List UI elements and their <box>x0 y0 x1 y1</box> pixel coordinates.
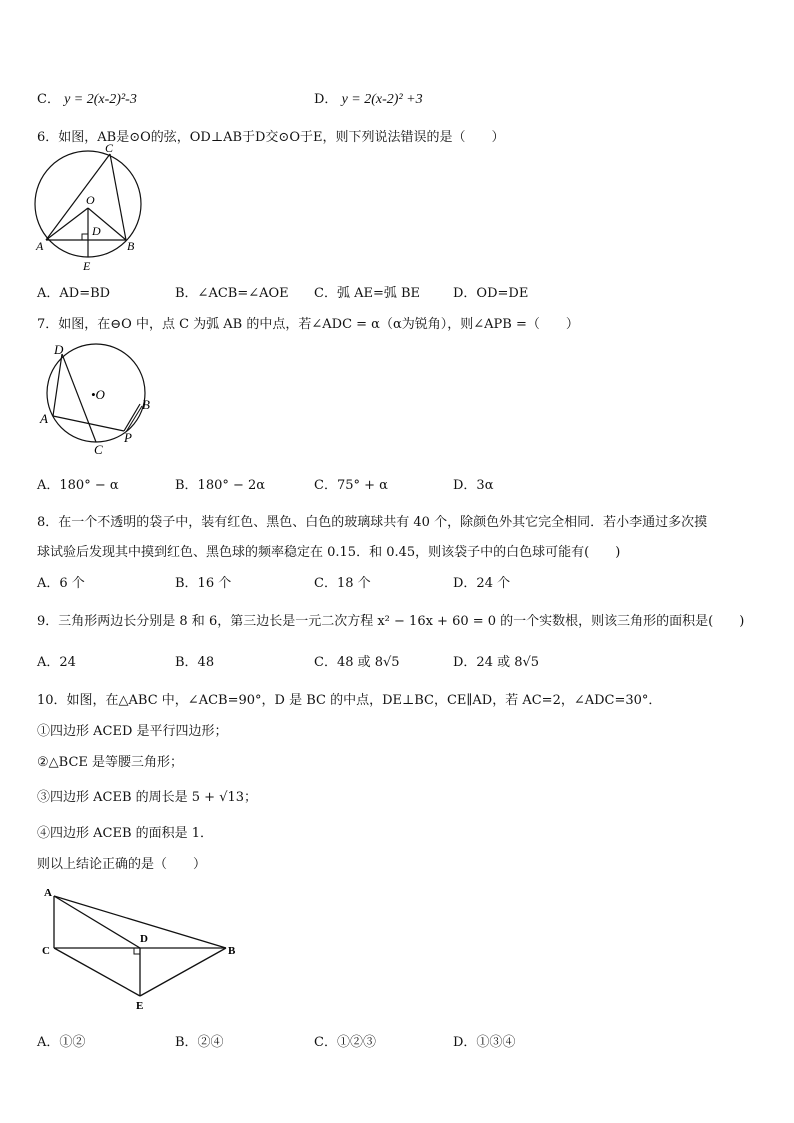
q10-quadrilateral-figure <box>36 884 246 1014</box>
q10-label-d: D <box>140 933 148 945</box>
q9-option-a: A．24 <box>37 655 76 670</box>
q9-option-c: C．48 或 8√5 <box>314 655 400 670</box>
q8-option-a: A．6 个 <box>37 576 85 591</box>
q7-label-o: •O <box>91 387 105 402</box>
q10-option-b: B．②④ <box>175 1035 224 1050</box>
q6-label-e: E <box>83 259 91 273</box>
q10-line-ad <box>54 896 140 948</box>
q9-option-d: D．24 或 8√5 <box>453 655 540 670</box>
q10-stem: 10．如图，在△ABC 中，∠ACB=90°，D 是 BC 的中点，DE⊥BC，CE∥AD，若 AC=2，∠ADC=30°． <box>37 693 662 708</box>
q7-line-ap <box>53 416 124 431</box>
q6-right-angle-mark <box>82 234 88 240</box>
q8-option-d: D．24 个 <box>453 576 511 591</box>
q10-label-c: C <box>42 945 50 957</box>
q7-label-d: D <box>54 342 64 357</box>
q10-question: 则以上结论正确的是（ ） <box>37 857 207 872</box>
q10-option-c: C．①②③ <box>314 1035 376 1050</box>
q10-statement-3: ③四边形 ACEB 的周长是 5 + √13； <box>37 790 258 805</box>
q7-option-d: D．3α <box>453 478 494 493</box>
q7-label-a: A <box>40 411 48 426</box>
q10-statement-1: ①四边形 ACED 是平行四边形； <box>37 724 228 739</box>
q6-option-b: B．∠ACB=∠AOE <box>175 286 289 301</box>
q7-label-p: P <box>124 430 132 445</box>
q10-option-d: D．①③④ <box>453 1035 516 1050</box>
q5-option-c <box>37 88 137 108</box>
q10-line-eb <box>140 948 226 996</box>
q6-label-d: D <box>92 224 101 238</box>
q5-option-d-letter: D． <box>314 92 338 107</box>
q10-line-ce <box>54 948 140 996</box>
q7-line-pb2 <box>126 406 142 432</box>
q7-circle-figure <box>32 336 162 461</box>
q7-stem: 7．如图，在⊖O 中，点 C 为弧 AB 的中点，若∠ADC = α（α为锐角），则∠APB =（ ） <box>37 317 579 332</box>
q7-option-a: A．180° − α <box>37 478 119 493</box>
q7-label-b: B <box>142 397 150 412</box>
q9-option-b: B．48 <box>175 655 215 670</box>
q6-option-d: D．OD=DE <box>453 286 529 301</box>
q6-option-c: C．弧 AE=弧 BE <box>314 286 421 301</box>
q6-label-b: B <box>127 239 135 253</box>
q7-option-c: C．75° + α <box>314 478 388 493</box>
q6-option-a: A．AD=BD <box>37 286 111 301</box>
q6-label-a: A <box>36 239 44 253</box>
q7-label-c: C <box>94 442 103 457</box>
q8-stem-line2: 球试验后发现其中摸到红色、黑色球的频率稳定在 0.15．和 0.45，则该袋子中的白色球可能有( ) <box>37 545 621 560</box>
q6-stem: 6．如图，AB是⊙O的弦，OD⊥AB于D交⊙O于E，则下列说法错误的是（ ） <box>37 130 505 145</box>
q8-stem-line1: 8．在一个不透明的袋子中，装有红色、黑色、白色的玻璃球共有 40 个，除颜色外其它完全相同．若小李通过多次摸 <box>37 515 708 530</box>
q10-label-b: B <box>228 945 236 957</box>
q10-statement-4: ④四边形 ACEB 的面积是 1． <box>37 826 214 841</box>
q6-line-cb <box>110 154 126 240</box>
q9-stem: 9．三角形两边长分别是 8 和 6，第三边长是一元二次方程 x² − 16x + 60 = 0 的一个实数根，则该三角形的面积是( ) <box>37 614 745 629</box>
q6-label-o: O <box>86 193 95 207</box>
q8-option-b: B．16 个 <box>175 576 232 591</box>
q8-option-c: C．18 个 <box>314 576 371 591</box>
q5-option-d-formula: y = 2(x-2)² +3 <box>341 92 423 107</box>
q6-label-c: C <box>105 142 114 155</box>
q10-option-a: A．①② <box>37 1035 86 1050</box>
q5-option-c-formula: y = 2(x-2)²-3 <box>64 92 137 107</box>
q10-statement-2: ②△BCE 是等腰三角形； <box>37 755 184 770</box>
q10-right-angle-mark <box>134 948 140 954</box>
q6-circle-figure <box>30 142 150 277</box>
q10-label-e: E <box>136 1000 144 1012</box>
q10-label-a: A <box>44 887 52 899</box>
q5-option-d <box>314 88 423 108</box>
q5-option-c-letter: C． <box>37 92 60 107</box>
q7-option-b: B．180° − 2α <box>175 478 266 493</box>
